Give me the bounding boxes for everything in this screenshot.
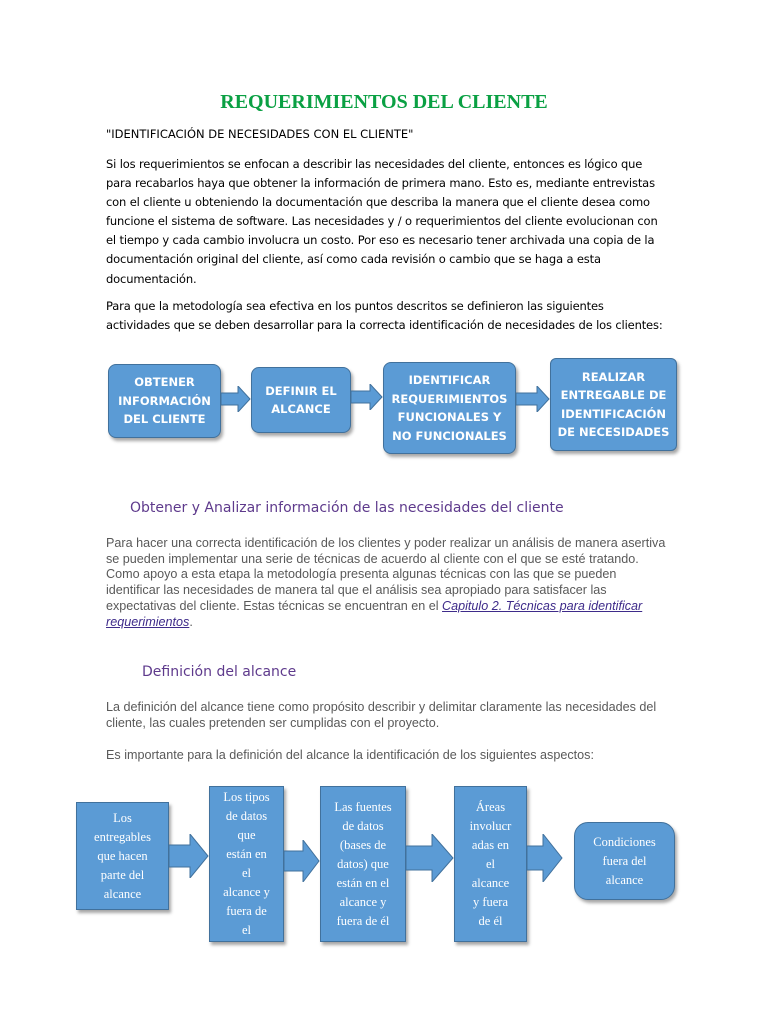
- section-heading-alcance: Definición del alcance: [142, 664, 297, 680]
- section-body-obtener: [106, 536, 666, 630]
- flow-arrow-icon: [527, 834, 563, 882]
- flow-arrow-icon: [351, 384, 383, 410]
- aspect-box-fuentes-datos: [320, 786, 406, 942]
- flow-step-label: REALIZAR ENTREGABLE DE IDENTIFICACIÓN DE NECESIDADES: [557, 369, 670, 439]
- flow-step-label: IDENTIFICAR REQUERIMIENTOS FUNCIONALES Y NO FUNCIONALES: [391, 373, 508, 443]
- flow-step-definir: [251, 367, 351, 433]
- flow-step-label: OBTENER INFORMACIÓN DEL CLIENTE: [118, 375, 211, 427]
- subtitle: "IDENTIFICACIÓN DE NECESIDADES CON EL CLIENTE": [106, 127, 414, 141]
- flow-arrow-icon: [221, 386, 251, 412]
- section-body-end: .: [189, 614, 193, 629]
- aspect-box-condiciones: [574, 822, 675, 900]
- aspect-label: Los entregables que hacen parte del alcance: [94, 810, 151, 901]
- section-body-text: Para hacer una correcta identificación de los clientes y poder realizar un análisis de manera asertiva se pueden implementar una serie de técnicas de acuerdo al cliente con el que se esté tratando. Como apoyo a esta etapa la metodología presenta algunas técnicas con las que se pueden identificar las necesidades de manera tal que el análisis sea apropiado para satisfacer las expectativas del cliente. Estas técnicas se encuentran en el: [106, 536, 666, 613]
- flow-arrow-icon: [284, 840, 320, 882]
- intro-paragraph: Si los requerimientos se enfocan a describir las necesidades del cliente, entonces es lógico que para recabarlos haya que obtener la información de primera mano. Esto es, mediante entrevistas con el cliente u obteniendo la documentación que describa la manera que el cliente desea como funcione el sistema de software. Las necesidades y / o requerimientos del cliente evolucionan con el tiempo y cada cambio involucra un costo. Por eso es necesario tener archivada una copia de la documentación original del cliente, así como cada revisión o cambio que se haga a esta documentación.: [106, 157, 658, 286]
- activities-paragraph: Para que la metodología sea efectiva en los puntos descritos se definieron las siguientes actividades que se deben desarrollar para la correcta identificación de necesidades de los clientes:: [106, 299, 663, 332]
- flow-step-obtener: [108, 364, 221, 438]
- flow-arrow-icon: [169, 834, 209, 878]
- page-title: REQUERIMIENTOS DEL CLIENTE: [220, 91, 548, 113]
- aspect-label: Condiciones fuera del alcance: [593, 834, 656, 887]
- aspect-label: Las fuentes de datos (bases de datos) que están en el alcance y fuera de él: [334, 799, 392, 928]
- aspect-box-entregables: [76, 802, 169, 910]
- section-body-alcance: La definición del alcance tiene como propósito describir y delimitar claramente las necesidades del cliente, las cuales pretenden ser cumplidas con el proyecto.: [106, 700, 657, 730]
- chapter-2-link[interactable]: Capitulo 2. Técnicas para identificar requerimientos: [106, 598, 643, 629]
- flow-step-identificar: [383, 362, 516, 454]
- flow-step-label: DEFINIR EL ALCANCE: [265, 383, 337, 416]
- flow-step-realizar: [550, 358, 677, 451]
- aspect-label: Áreas involucr adas en el alcance y fuera de él: [469, 799, 512, 928]
- aspect-box-tipos-datos: [209, 786, 284, 942]
- aspect-label: Los tipos de datos que están en el alcance y fuera de el: [223, 790, 270, 937]
- flow-arrow-icon: [516, 386, 550, 412]
- aspect-box-areas: [454, 786, 527, 942]
- flow-arrow-icon: [406, 834, 454, 882]
- section-heading-obtener: Obtener y Analizar información de las necesidades del cliente: [130, 500, 564, 516]
- section-body-aspectos: Es importante para la definición del alcance la identificación de los siguientes aspectos:: [106, 748, 594, 762]
